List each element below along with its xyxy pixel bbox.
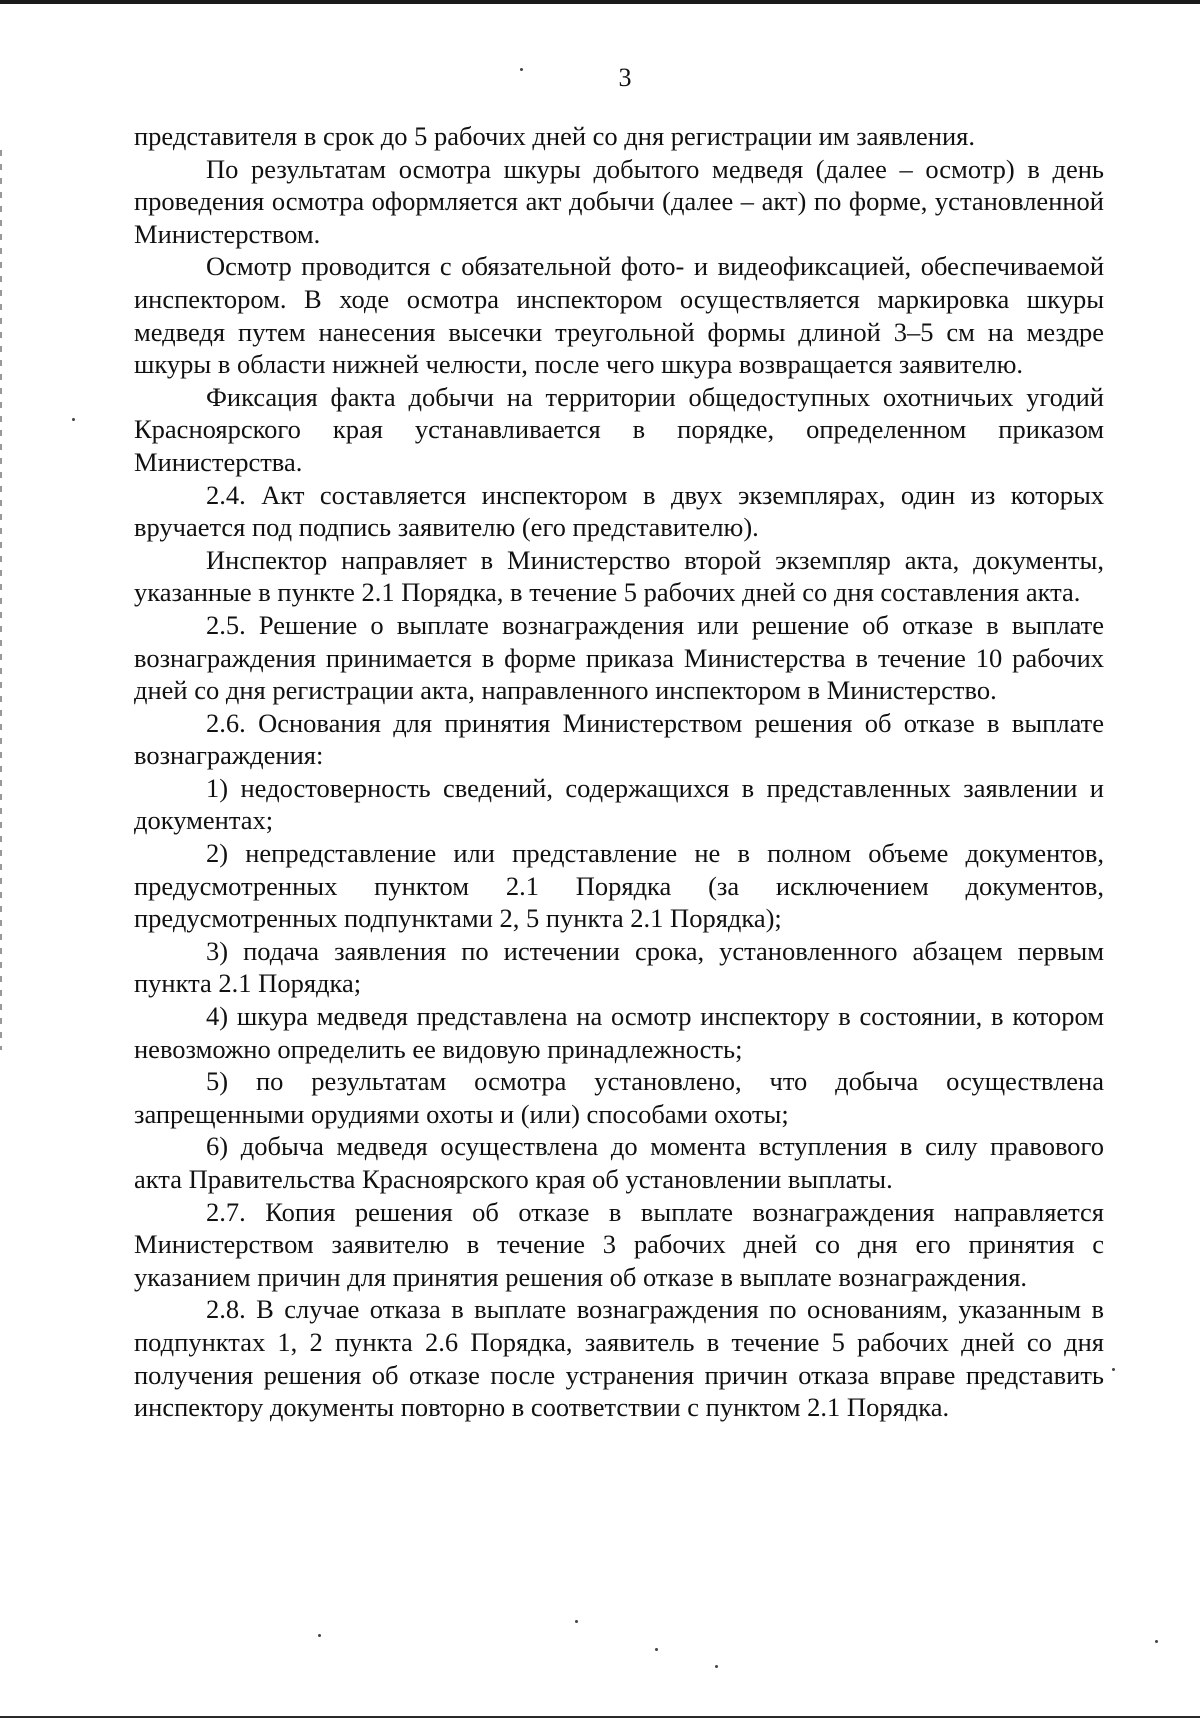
page-number: 3	[618, 63, 632, 92]
scan-speck	[575, 1620, 578, 1623]
list-item-1: 1) недостоверность сведений, содержащихся в представленных заявлении и документах;	[134, 772, 1104, 836]
scan-speck	[715, 1665, 718, 1668]
paragraph-public-grounds: Фиксация факта добычи на территории общедоступных охотничьих угодий Красноярского края устанавливается в порядке, определенном приказом Министерства.	[134, 381, 1104, 477]
scan-speck	[655, 1648, 658, 1651]
scan-speck	[1155, 1640, 1158, 1643]
paragraph-inspector-sends: Инспектор направляет в Министерство второй экземпляр акта, документы, указанные в пункте 2.1 Порядка, в течение 5 рабочих дней со дня составления акта.	[134, 544, 1104, 608]
paragraph-inspection-act: По результатам осмотра шкуры добытого медведя (далее – осмотр) в день проведения осмотра оформляется акт добычи (далее – акт) по форме, установленной Министерством.	[134, 153, 1104, 249]
scan-edge-left	[0, 150, 2, 1050]
paragraph-inspection-marking: Осмотр проводится с обязательной фото- и видеофиксацией, обеспечиваемой инспектором. В ходе осмотра инспектором осуществляется маркировка шкуры медведя путем нанесения высечки треугольной формы длиной 3–5 см на мездре шкуры в области нижней челюсти, после чего шкура возвращается заявителю.	[134, 251, 1104, 380]
scan-speck	[318, 1634, 321, 1637]
clause-2-7: 2.7. Копия решения об отказе в выплате вознаграждения направляется Министерством заявителю в течение 3 рабочих дней со дня его принятия с указанием причин для принятия решения об отказе в выплате вознаграждения.	[134, 1196, 1104, 1292]
scan-speck	[1112, 1368, 1115, 1371]
scan-edge-top	[0, 0, 1200, 4]
paragraph-continuation: представителя в срок до 5 рабочих дней со дня регистрации им заявления.	[134, 121, 975, 151]
scan-edge-bottom	[0, 1716, 1200, 1718]
list-item-5: 5) по результатам осмотра установлено, что добыча осуществлена запрещенными орудиями охоты и (или) способами охоты;	[134, 1066, 1104, 1129]
list-item-4: 4) шкура медведя представлена на осмотр инспектору в состоянии, в котором невозможно определить ее видовую принадлежность;	[134, 1001, 1104, 1064]
list-item-3: 3) подача заявления по истечении срока, установленного абзацем первым пункта 2.1 Порядка;	[134, 935, 1104, 999]
document-body	[134, 120, 1104, 1424]
clause-2-5: 2.5. Решение о выплате вознаграждения или решение об отказе в выплате вознаграждения принимается в форме приказа Министерства в течение 10 рабочих дней со дня регистрации акта, направленного инспектором в Министерство.	[134, 609, 1104, 706]
clause-2-8: 2.8. В случае отказа в выплате вознаграждения по основаниям, указанным в подпунктах 1, 2 пункта 2.6 Порядка, заявитель в течение 5 рабочих дней со дня получения решения об отказе после устранения причин отказа вправе представить инспектору документы повторно в соответствии с пунктом 2.1 Порядка.	[134, 1294, 1104, 1423]
clause-2-6: 2.6. Основания для принятия Министерством решения об отказе в выплате вознаграждения:	[134, 707, 1104, 771]
scan-speck	[72, 418, 75, 421]
clause-2-4: 2.4. Акт составляется инспектором в двух экземплярах, один из которых вручается под подпись заявителю (его представителю).	[134, 479, 1104, 543]
list-item-2: 2) непредставление или представление не в полном объеме документов, предусмотренных пунктом 2.1 Порядка (за исключением документов, предусмотренных подпунктами 2, 5 пункта 2.1 Порядка);	[134, 838, 1104, 934]
list-item-6: 6) добыча медведя осуществлена до момента вступления в силу правового акта Правительства Красноярского края об установлении выплаты.	[134, 1131, 1104, 1194]
